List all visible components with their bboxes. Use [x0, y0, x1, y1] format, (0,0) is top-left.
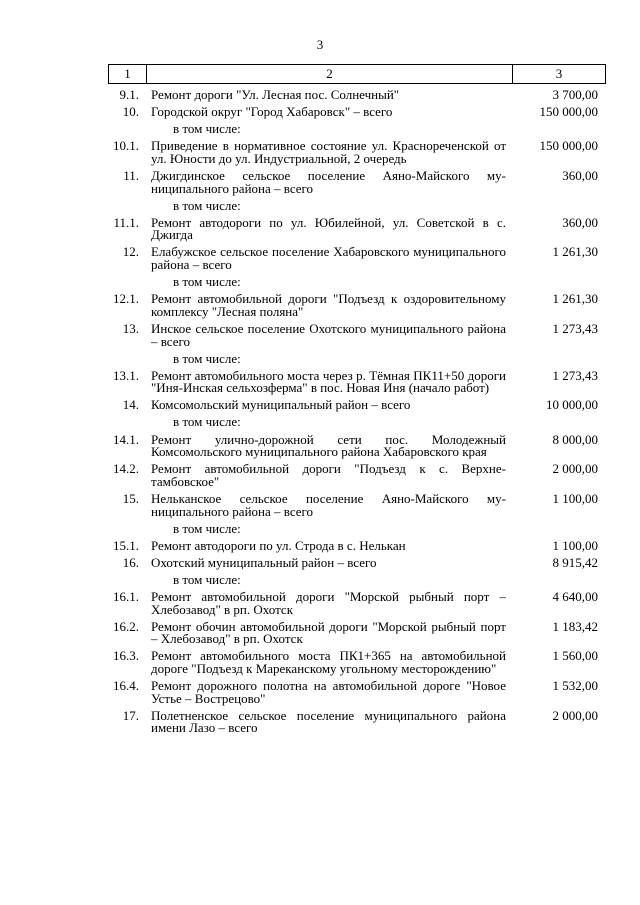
row-description: Ремонт обочин автомобильной дороги "Морской рыбный порт – Хлебозавод" в рп. Охотск — [151, 618, 506, 647]
table-row — [108, 490, 606, 519]
table-row — [108, 89, 606, 102]
table-row — [108, 123, 606, 136]
table-row — [108, 571, 606, 587]
table-row — [108, 399, 606, 412]
row-description: в том числе: — [173, 121, 241, 137]
row-number: 16.3. — [113, 648, 139, 664]
table-row — [108, 520, 606, 536]
row-description: Приведение в нормативное состояние ул. Краснореченской от ул. Юности до ул. Индустриальной, 2 очередь — [151, 138, 506, 166]
row-number: 15.1. — [113, 537, 139, 553]
row-description: Ремонт автомобильного моста через р. Тёмная ПК11+50 дороги "Иня-Инская сельхозферма" в пос. Новая Иня (начало работ) — [151, 367, 506, 396]
row-amount: 150 000,00 — [539, 104, 598, 120]
row-amount: 1 261,30 — [552, 291, 598, 307]
row-description: Елабужское сельское поселение Хабаровского муниципального района – всего — [151, 244, 506, 273]
row-number: 10.1. — [113, 138, 139, 154]
table-row — [108, 140, 606, 165]
row-amount: 1 183,42 — [552, 618, 598, 634]
row-number: 15. — [122, 490, 139, 506]
row-amount: 1 560,00 — [552, 648, 598, 664]
header-col-3: 3 — [555, 66, 563, 81]
table-row — [108, 167, 606, 196]
table-row — [108, 707, 606, 736]
row-description: Нельканское сельское поселение Аяно-Майского муниципального района – всего — [151, 490, 506, 519]
row-amount: 150 000,00 — [539, 138, 598, 154]
row-description: в том числе: — [173, 274, 241, 290]
row-description: Ремонт автомобильной дороги "Подъезд к оздоровительному комплексу "Лесная поляна" — [151, 291, 506, 319]
row-number: 16. — [122, 554, 139, 570]
table-row — [108, 431, 606, 460]
row-description: в том числе: — [173, 414, 241, 430]
table-row — [108, 246, 606, 271]
budget-table — [108, 64, 606, 739]
row-amount: 1 273,43 — [552, 320, 598, 336]
table-row — [108, 293, 606, 318]
row-number: 14. — [122, 397, 139, 413]
row-number: 17. — [122, 707, 139, 723]
row-description: Инское сельское поселение Охотского муниципального района – всего — [151, 320, 506, 349]
table-row — [108, 416, 606, 429]
row-number: 14.2. — [113, 461, 139, 477]
row-description: Ремонт автомобильной дороги "Морской рыбный порт – Хлебозавод" в рп. Охотск — [151, 589, 506, 617]
row-number: 11. — [123, 167, 139, 183]
row-description: Ремонт автодороги по ул. Юбилейной, ул. Советской в с. Джигда — [151, 214, 506, 243]
row-description: Ремонт автомобильного моста ПК1+365 на автомобильной дороге "Подъезд к Мареканскому угольному месторождению" — [151, 648, 506, 676]
row-amount: 360,00 — [562, 214, 598, 230]
row-number: 14.1. — [113, 431, 139, 447]
row-amount: 3 700,00 — [552, 87, 598, 102]
row-description: Ремонт улично-дорожной сети пос. Молодежный Комсомольского муниципального района Хабаровского края — [151, 431, 506, 460]
row-description: Ремонт дорожного полотна на автомобильной дороге "Новое Устье – Вострецово" — [151, 678, 506, 706]
row-amount: 1 273,43 — [552, 367, 598, 383]
table-row — [108, 463, 606, 488]
row-description: Джигдинское сельское поселение Аяно-Майского муниципального района – всего — [151, 167, 506, 196]
table-row — [108, 367, 606, 396]
row-amount: 1 532,00 — [552, 678, 598, 694]
table-row — [108, 650, 606, 675]
row-amount: 10 000,00 — [546, 397, 598, 413]
row-amount: 8 915,42 — [552, 554, 598, 570]
page-number: 3 — [316, 37, 324, 52]
table-row — [108, 214, 606, 243]
row-description: Полетненское сельское поселение муниципального района имени Лазо – всего — [151, 707, 506, 736]
table-row — [108, 537, 606, 553]
table-body — [108, 89, 606, 735]
table-row — [108, 320, 606, 349]
table-row — [108, 591, 606, 616]
row-number: 12.1. — [113, 291, 139, 307]
row-number: 10. — [122, 104, 139, 120]
row-amount: 2 000,00 — [552, 461, 598, 477]
row-amount: 4 640,00 — [552, 589, 598, 604]
row-description: Комсомольский муниципальный район – всего — [151, 397, 411, 413]
table-row — [108, 106, 606, 119]
header-col-2: 2 — [147, 65, 513, 83]
row-description: Городской округ "Город Хабаровск" – всего — [151, 104, 393, 120]
row-description: Ремонт автомобильной дороги "Подъезд к с. Верхнетамбовское" — [151, 461, 506, 489]
table-row — [108, 350, 606, 366]
table-row — [108, 197, 606, 213]
row-amount: 360,00 — [562, 167, 598, 183]
row-description: Охотский муниципальный район – всего — [151, 554, 377, 570]
row-description: в том числе: — [173, 197, 241, 213]
row-amount: 1 100,00 — [552, 537, 598, 553]
table-row — [108, 554, 606, 570]
row-description: Ремонт дороги "Ул. Лесная пос. Солнечный" — [151, 87, 400, 102]
row-number: 9.1. — [119, 87, 139, 102]
row-description: в том числе: — [173, 350, 241, 366]
table-header — [108, 64, 606, 84]
row-number: 16.1. — [113, 589, 139, 604]
table-row — [108, 276, 606, 289]
row-number: 12. — [122, 244, 139, 260]
row-number: 16.4. — [113, 678, 139, 694]
row-amount: 1 100,00 — [552, 490, 598, 506]
table-row — [108, 680, 606, 705]
row-description: Ремонт автодороги по ул. Строда в с. Нелькан — [151, 537, 406, 553]
row-number: 13. — [122, 320, 139, 336]
row-number: 13.1. — [113, 367, 139, 383]
row-number: 11.1. — [113, 214, 139, 230]
row-description: в том числе: — [173, 571, 241, 587]
table-row — [108, 618, 606, 647]
row-number: 16.2. — [113, 618, 139, 634]
row-amount: 2 000,00 — [552, 707, 598, 723]
header-col-1: 1 — [109, 65, 147, 83]
row-amount: 8 000,00 — [552, 431, 598, 447]
row-description: в том числе: — [173, 520, 241, 536]
row-amount: 1 261,30 — [552, 244, 598, 260]
